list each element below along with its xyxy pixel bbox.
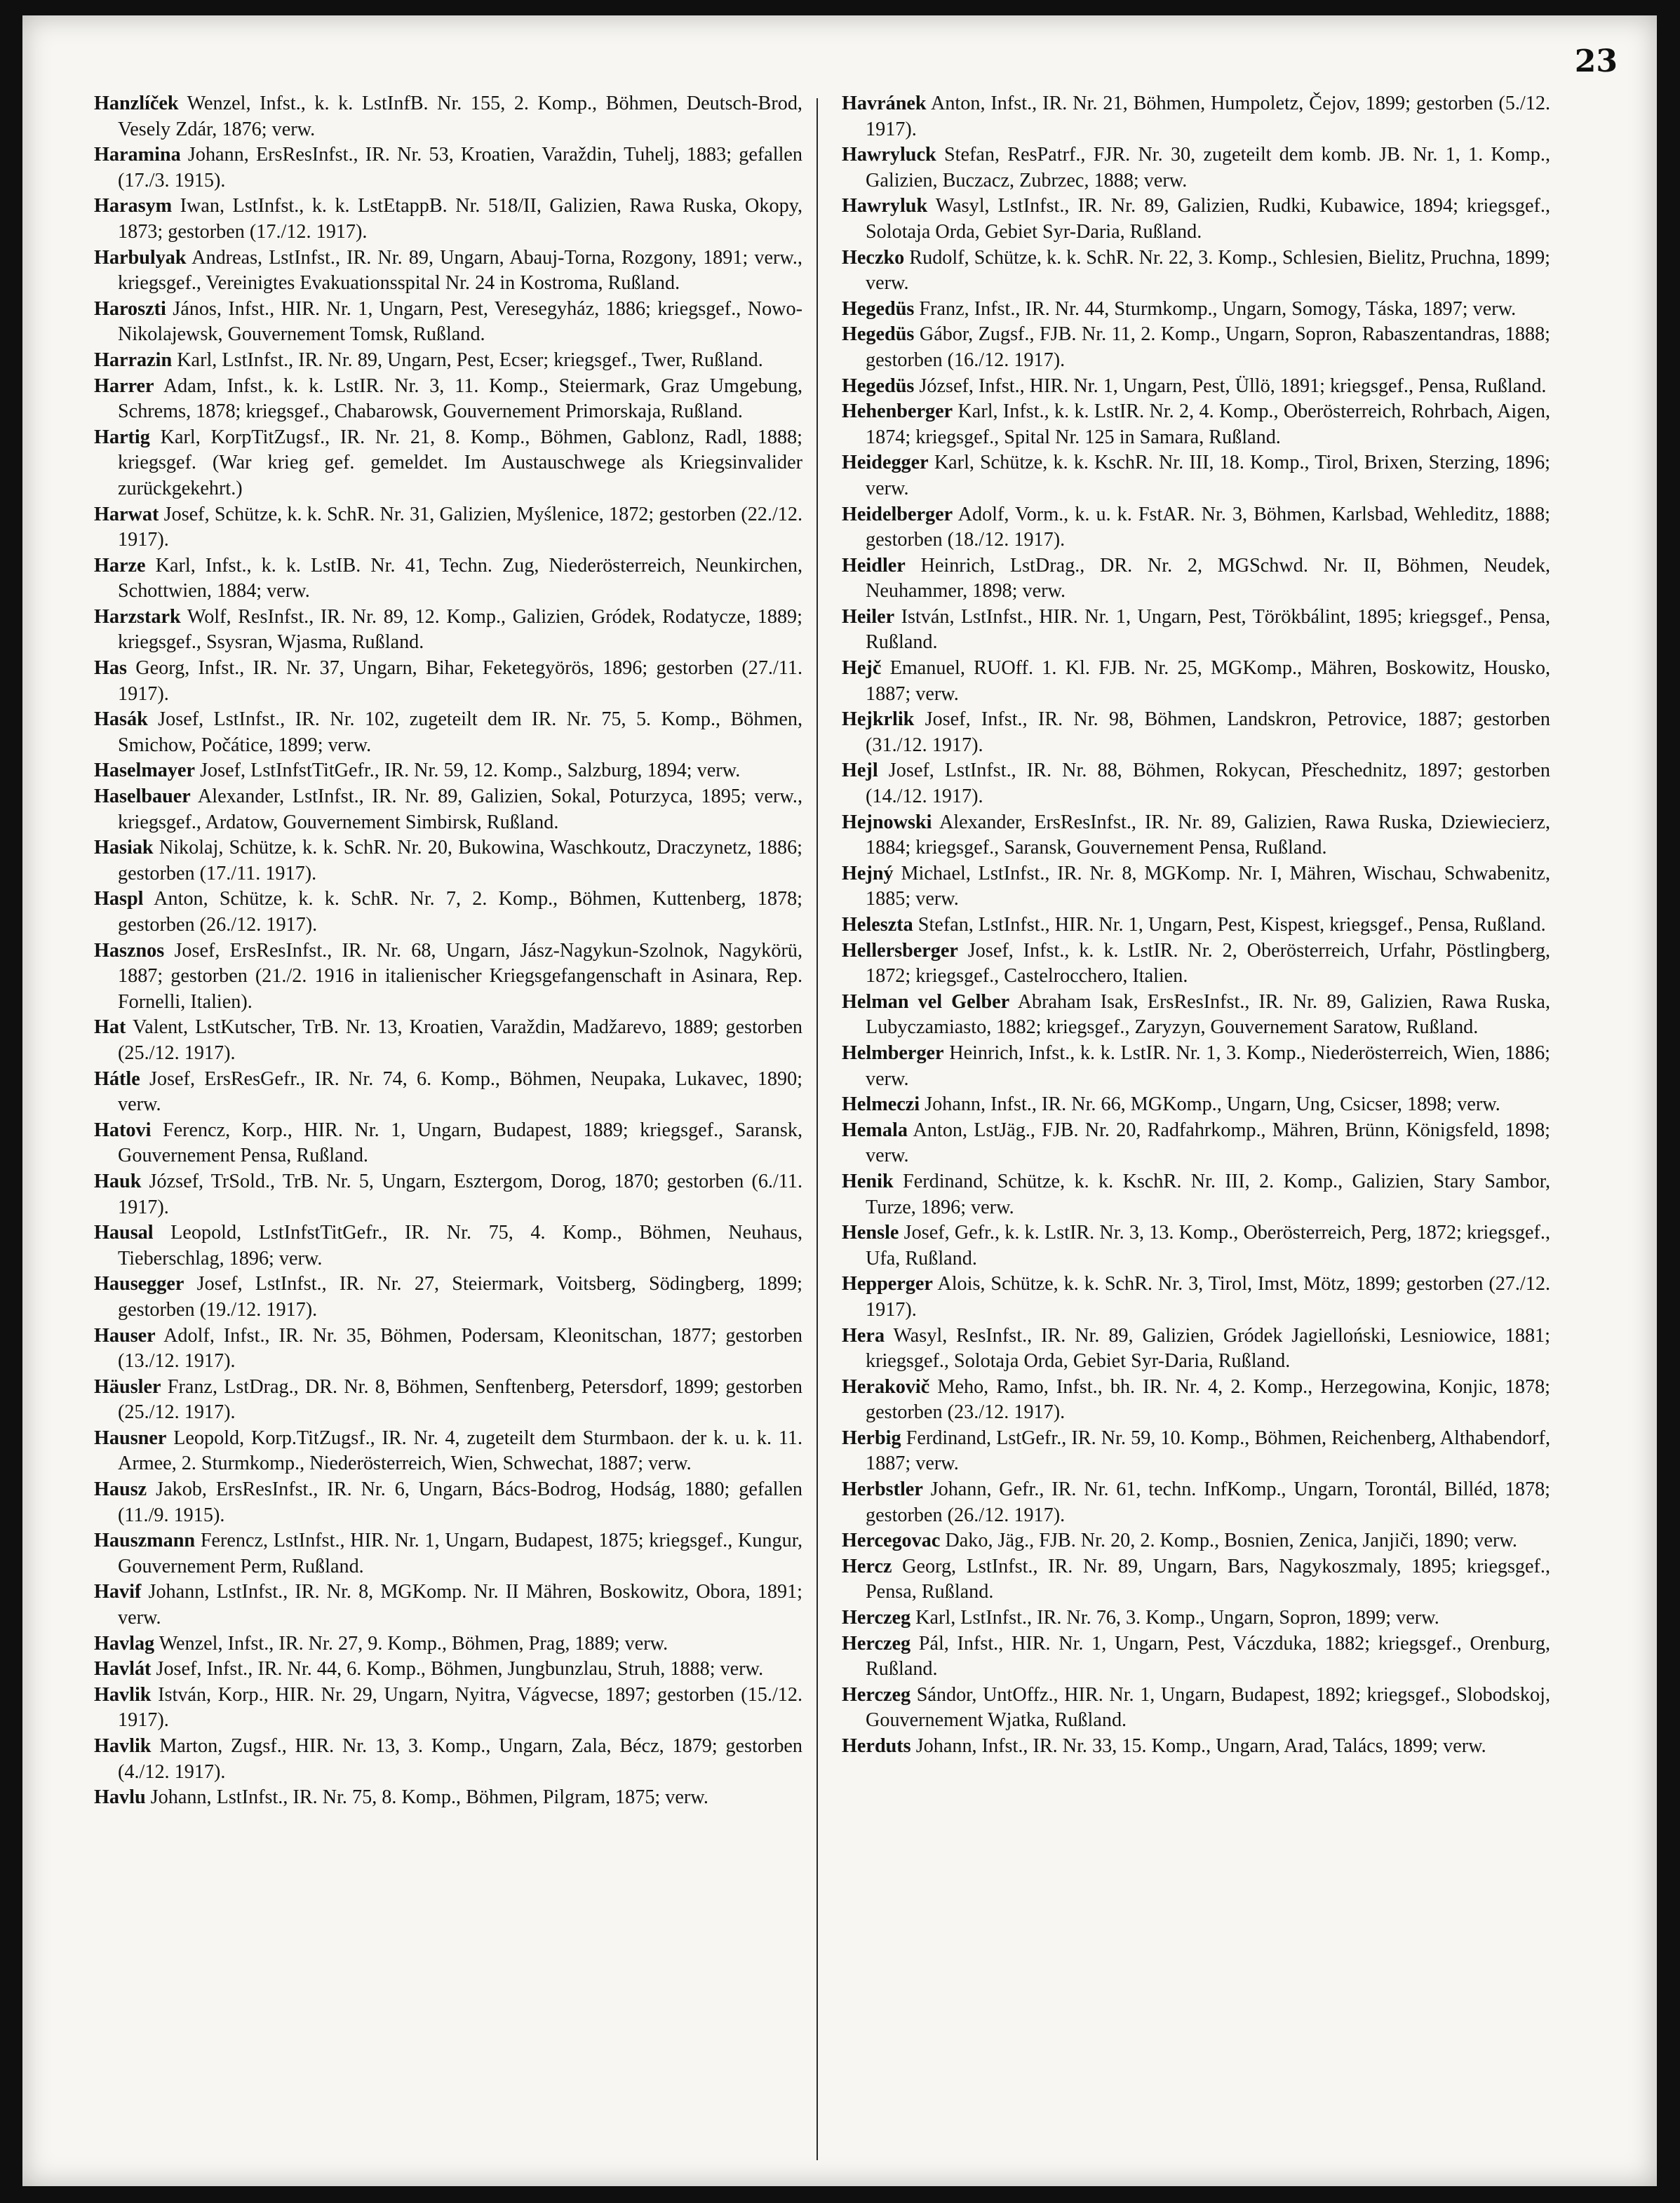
entry-details: Josef, Infst., IR. Nr. 98, Böhmen, Landskron, Petrovice, 1887; gestorben (31./12. 1917). xyxy=(866,708,1550,756)
casualty-entry xyxy=(94,348,802,374)
entry-surname: Hensle xyxy=(842,1222,899,1244)
casualty-entry xyxy=(94,656,802,707)
entry-surname: Haramina xyxy=(94,144,181,166)
casualty-entry xyxy=(94,1579,802,1631)
entry-surname: Hausz xyxy=(94,1478,147,1501)
entry-details: Ferencz, LstInfst., HIR. Nr. 1, Ungarn, Budapest, 1875; kriegsgef., Kungur, Gouvernement Perm, Rußland. xyxy=(118,1530,802,1577)
casualty-entry xyxy=(94,1426,802,1477)
entry-surname: Herduts xyxy=(842,1735,911,1757)
entry-details: Emanuel, RUOff. 1. Kl. FJB. Nr. 25, MGKomp., Mähren, Boskowitz, Housko, 1887; verw. xyxy=(866,657,1550,705)
casualty-entry xyxy=(94,835,802,887)
entry-details: Josef, LstInfst., IR. Nr. 102, zugeteilt dem IR. Nr. 75, 5. Komp., Böhmen, Smichow, Počátice, 1899; verw. xyxy=(118,708,803,756)
entry-details: Karl, Infst., k. k. LstIR. Nr. 2, 4. Komp., Oberösterreich, Rohrbach, Aigen, 1874; kriegsgef., Spital Nr. 125 in Samara, Rußland. xyxy=(866,400,1550,448)
entry-surname: Helmberger xyxy=(842,1042,944,1064)
casualty-entry xyxy=(842,1041,1550,1092)
entry-surname: Herczeg xyxy=(842,1683,911,1706)
casualty-entry xyxy=(842,861,1550,912)
entry-details: Johann, Infst., IR. Nr. 33, 15. Komp., Ungarn, Arad, Talács, 1899; verw. xyxy=(915,1735,1486,1757)
casualty-entry xyxy=(842,322,1550,373)
entry-surname: Herakovič xyxy=(842,1375,930,1398)
entry-surname: Hemala xyxy=(842,1119,908,1141)
casualty-entry xyxy=(842,142,1550,194)
entry-surname: Hellersberger xyxy=(842,939,958,962)
casualty-entry xyxy=(94,758,802,784)
entry-surname: Hejl xyxy=(842,760,878,782)
entry-surname: Havlik xyxy=(94,1735,152,1757)
entry-surname: Häusler xyxy=(94,1375,161,1398)
casualty-entry xyxy=(94,1169,802,1220)
casualty-entry xyxy=(94,1015,802,1066)
casualty-entry xyxy=(842,450,1550,501)
entry-details: Pál, Infst., HIR. Nr. 1, Ungarn, Pest, Váczduka, 1882; kriegsgef., Orenburg, Rußland. xyxy=(866,1632,1550,1680)
casualty-entry xyxy=(842,912,1550,938)
entry-surname: Hejnowski xyxy=(842,811,932,833)
casualty-entry xyxy=(94,142,802,194)
entry-details: Georg, Infst., IR. Nr. 37, Ungarn, Bihar, Feketegyörös, 1896; gestorben (27./11. 1917). xyxy=(118,657,802,705)
casualty-entry xyxy=(842,1605,1550,1631)
entry-surname: Harwat xyxy=(94,503,159,525)
column-divider xyxy=(817,98,818,2160)
entry-surname: Havlag xyxy=(94,1632,155,1655)
casualty-entry xyxy=(94,1683,802,1734)
entry-details: Josef, Schütze, k. k. SchR. Nr. 31, Galizien, Myślenice, 1872; gestorben (22./12. 1917). xyxy=(118,503,802,551)
casualty-entry xyxy=(94,194,802,245)
casualty-entry xyxy=(842,1528,1550,1554)
entry-surname: Hausner xyxy=(94,1427,167,1449)
entry-details: Andreas, LstInfst., IR. Nr. 89, Ungarn, Abauj-Torna, Rozgony, 1891; verw., kriegsgef., Vereinigtes Evakuationsspital Nr. 24 in Kostroma, Rußland. xyxy=(118,246,802,295)
entry-details: Josef, Infst., k. k. LstIR. Nr. 2, Oberösterreich, Urfahr, Pöstlingberg, 1872; kriegsgef., Castelrocchero, Italien. xyxy=(866,939,1550,988)
entry-surname: Harze xyxy=(94,554,146,577)
casualty-entry xyxy=(94,553,802,605)
casualty-entry xyxy=(94,297,802,348)
entry-details: Karl, Schütze, k. k. KschR. Nr. III, 18. Komp., Tirol, Brixen, Sterzing, 1896; verw. xyxy=(866,452,1550,499)
casualty-entry xyxy=(94,707,802,758)
entry-details: Leopold, Korp.TitZugsf., IR. Nr. 4, zugeteilt dem Sturmbaon. der k. u. k. 11. Armee, 2. Sturmkomp., Niederösterreich, Wien, Schwechat, 1887; verw. xyxy=(118,1427,803,1475)
entry-surname: Hauk xyxy=(94,1170,142,1192)
entry-surname: Hejný xyxy=(842,862,894,884)
entry-details: Adolf, Infst., IR. Nr. 35, Böhmen, Podersam, Kleonitschan, 1877; gestorben (13./12. 1917). xyxy=(118,1324,802,1373)
entry-details: Alexander, ErsResInfst., IR. Nr. 89, Galizien, Rawa Ruska, Dziewiecierz, 1884; kriegsgef., Saransk, Gouvernement Pensa, Rußland. xyxy=(866,811,1550,859)
casualty-entry xyxy=(842,1220,1550,1272)
entry-details: Johann, Infst., IR. Nr. 66, MGKomp., Ungarn, Ung, Csicser, 1898; verw. xyxy=(925,1093,1500,1116)
right-column xyxy=(842,91,1550,1760)
casualty-entry xyxy=(842,553,1550,605)
entry-details: István, Korp., HIR. Nr. 29, Ungarn, Nyitra, Vágvecse, 1897; gestorben (15./12. 1917). xyxy=(118,1683,802,1732)
entry-details: Adam, Infst., k. k. LstIR. Nr. 3, 11. Komp., Steiermark, Graz Umgebung, Schrems, 1878; kriegsgef., Chabarowsk, Gouvernement Primorskaja, Rußland. xyxy=(118,375,802,423)
entry-surname: Hejč xyxy=(842,657,882,680)
entry-details: Ferencz, Korp., HIR. Nr. 1, Ungarn, Budapest, 1889; kriegsgef., Saransk, Gouvernement Pensa, Rußland. xyxy=(118,1119,802,1167)
entry-surname: Hegedüs xyxy=(842,323,915,346)
entry-surname: Hera xyxy=(842,1324,885,1347)
entry-surname: Haroszti xyxy=(94,297,166,320)
casualty-entry xyxy=(842,1734,1550,1760)
entry-details: Johann, LstInfst., IR. Nr. 75, 8. Komp., Böhmen, Pilgram, 1875; verw. xyxy=(150,1786,708,1809)
entry-surname: Hausegger xyxy=(94,1273,184,1295)
entry-details: Heinrich, Infst., k. k. LstIR. Nr. 1, 3. Komp., Niederösterreich, Wien, 1886; verw. xyxy=(866,1042,1550,1090)
entry-details: Anton, LstJäg., FJB. Nr. 20, Radfahrkomp., Mähren, Brünn, Königsfeld, 1898; verw. xyxy=(866,1119,1550,1167)
casualty-entry xyxy=(94,1734,802,1785)
casualty-entry xyxy=(842,1477,1550,1528)
casualty-entry xyxy=(94,1631,802,1657)
entry-details: Adolf, Vorm., k. u. k. FstAR. Nr. 3, Böhmen, Karlsbad, Wehleditz, 1888; gestorben (18./12. 1917). xyxy=(866,503,1550,551)
casualty-entry xyxy=(94,1528,802,1579)
entry-surname: Hepperger xyxy=(842,1273,933,1295)
entry-surname: Hauser xyxy=(94,1324,156,1347)
entry-details: József, TrSold., TrB. Nr. 5, Ungarn, Esztergom, Dorog, 1870; gestorben (6./11. 1917). xyxy=(118,1170,802,1218)
entry-surname: Herczeg xyxy=(842,1632,911,1655)
casualty-entry xyxy=(842,758,1550,809)
entry-surname: Hasák xyxy=(94,708,148,731)
entry-details: Rudolf, Schütze, k. k. SchR. Nr. 22, 3. Komp., Schlesien, Bielitz, Pruchna, 1899; verw. xyxy=(866,246,1550,295)
entry-surname: Has xyxy=(94,657,127,680)
entry-details: Karl, Infst., k. k. LstIB. Nr. 41, Techn. Zug, Niederösterreich, Neunkirchen, Schottwien, 1884; verw. xyxy=(118,554,802,602)
entry-surname: Havif xyxy=(94,1581,142,1603)
entry-surname: Hasznos xyxy=(94,939,165,962)
casualty-entry xyxy=(842,938,1550,990)
entry-details: Karl, LstInfst., IR. Nr. 76, 3. Komp., Ungarn, Sopron, 1899; verw. xyxy=(915,1607,1439,1629)
entry-details: Josef, ErsResInfst., IR. Nr. 68, Ungarn, Jász-Nagykun-Szolnok, Nagykörü, 1887; gestorben (21./2. 1916 in italienischer Kriegsgefangenschaft in Asinara, Rep. Fornelli, Italien). xyxy=(118,939,802,1013)
entry-details: Wasyl, LstInfst., IR. Nr. 89, Galizien, Rudki, Kubawice, 1894; kriegsgef., Solotaja Orda, Gebiet Syr-Daria, Rußland. xyxy=(866,195,1550,243)
entry-details: Josef, Infst., IR. Nr. 44, 6. Komp., Böhmen, Jungbunzlau, Struh, 1888; verw. xyxy=(156,1658,764,1680)
entry-surname: Herbig xyxy=(842,1427,901,1449)
casualty-entry xyxy=(94,605,802,656)
casualty-entry xyxy=(94,784,802,835)
entry-details: Jakob, ErsResInfst., IR. Nr. 6, Ungarn, Bács-Bodrog, Hodság, 1880; gefallen (11./9. 1915). xyxy=(118,1478,803,1526)
casualty-entry xyxy=(94,1477,802,1528)
entry-surname: Haselmayer xyxy=(94,760,196,782)
entry-details: Georg, LstInfst., IR. Nr. 89, Ungarn, Bars, Nagykoszmaly, 1895; kriegsgef., Pensa, Rußland. xyxy=(866,1555,1550,1603)
entry-surname: Havlát xyxy=(94,1658,152,1680)
entry-details: Wolf, ResInfst., IR. Nr. 89, 12. Komp., Galizien, Gródek, Rodatycze, 1889; kriegsgef., Ssysran, Wjasma, Rußland. xyxy=(118,605,802,654)
entry-surname: Henik xyxy=(842,1170,894,1192)
casualty-entry xyxy=(94,1220,802,1272)
casualty-entry xyxy=(94,1067,802,1118)
casualty-entry xyxy=(842,1169,1550,1220)
entry-surname: Hátle xyxy=(94,1067,140,1090)
entry-details: Josef, LstInfstTitGefr., IR. Nr. 59, 12. Komp., Salzburg, 1894; verw. xyxy=(200,760,741,782)
entry-surname: Helman vel Gelber xyxy=(842,990,1010,1013)
casualty-entry xyxy=(842,1272,1550,1323)
casualty-entry xyxy=(842,1683,1550,1734)
entry-surname: Heidegger xyxy=(842,452,929,474)
casualty-entry xyxy=(842,810,1550,861)
casualty-entry xyxy=(842,656,1550,707)
casualty-entry xyxy=(94,245,802,297)
casualty-entry xyxy=(842,1118,1550,1169)
entry-details: Anton, Schütze, k. k. SchR. Nr. 7, 2. Komp., Böhmen, Kuttenberg, 1878; gestorben (26./12. 1917). xyxy=(118,888,802,936)
casualty-entry xyxy=(94,502,802,553)
casualty-entry xyxy=(842,1426,1550,1477)
entry-details: Josef, LstInfst., IR. Nr. 88, Böhmen, Rokycan, Přeschednitz, 1897; gestorben (14./12. 1917). xyxy=(866,760,1550,808)
casualty-entry xyxy=(94,1118,802,1169)
entry-details: Stefan, ResPatrf., FJR. Nr. 30, zugeteilt dem komb. JB. Nr. 1, 1. Komp., Galizien, Buczacz, Zubrzec, 1888; verw. xyxy=(866,144,1550,191)
casualty-entry xyxy=(94,374,802,425)
entry-details: Alexander, LstInfst., IR. Nr. 89, Galizien, Sokal, Poturzyca, 1895; verw., kriegsgef., Ardatow, Gouvernement Simbirsk, Rußland. xyxy=(118,786,802,833)
casualty-entry xyxy=(842,194,1550,245)
casualty-entry xyxy=(842,990,1550,1041)
entry-surname: Haselbauer xyxy=(94,786,191,808)
entry-details: Nikolaj, Schütze, k. k. SchR. Nr. 20, Bukowina, Waschkoutz, Draczynetz, 1886; gestorben (17./11. 1917). xyxy=(118,837,802,884)
entry-details: Marton, Zugsf., HIR. Nr. 13, 3. Komp., Ungarn, Zala, Bécz, 1879; gestorben (4./12. 1917). xyxy=(118,1735,803,1783)
entry-surname: Hasiak xyxy=(94,837,154,859)
casualty-entry xyxy=(842,707,1550,758)
page-number: 23 xyxy=(1574,43,1618,79)
entry-details: Leopold, LstInfstTitGefr., IR. Nr. 75, 4. Komp., Böhmen, Neuhaus, Tieberschlag, 1896; verw. xyxy=(118,1222,802,1269)
entry-surname: Herczeg xyxy=(842,1607,911,1629)
entry-surname: Hegedüs xyxy=(842,375,915,397)
casualty-entry xyxy=(94,425,802,502)
entry-surname: Harrer xyxy=(94,375,154,397)
casualty-entry xyxy=(842,91,1550,142)
casualty-entry xyxy=(842,374,1550,400)
entry-details: Franz, Infst., IR. Nr. 44, Sturmkomp., Ungarn, Somogy, Táska, 1897; verw. xyxy=(919,297,1517,320)
casualty-entry xyxy=(94,1785,802,1811)
entry-details: Ferdinand, LstGefr., IR. Nr. 59, 10. Komp., Böhmen, Reichenberg, Althabendorf, 1887; verw. xyxy=(866,1427,1550,1475)
entry-details: István, LstInfst., HIR. Nr. 1, Ungarn, Pest, Törökbálint, 1895; kriegsgef., Pensa, Rußland. xyxy=(866,605,1550,654)
entry-details: Karl, KorpTitZugsf., IR. Nr. 21, 8. Komp., Böhmen, Gablonz, Radl, 1888; kriegsgef. (War krieg gef. gemeldet. Im Austauschwege als Kriegsinvalider zurückgekehrt.) xyxy=(118,426,803,499)
entry-details: Dako, Jäg., FJB. Nr. 20, 2. Komp., Bosnien, Zenica, Janjiči, 1890; verw. xyxy=(945,1530,1517,1552)
entry-surname: Hawryluk xyxy=(842,195,928,217)
entry-surname: Hat xyxy=(94,1016,126,1039)
entry-details: Wenzel, Infst., IR. Nr. 27, 9. Komp., Böhmen, Prag, 1889; verw. xyxy=(159,1632,668,1655)
entry-details: Alois, Schütze, k. k. SchR. Nr. 3, Tirol, Imst, Mötz, 1899; gestorben (27./12. 1917). xyxy=(866,1273,1551,1321)
entry-surname: Hausal xyxy=(94,1222,154,1244)
entry-surname: Hanzlíček xyxy=(94,93,179,114)
entry-details: Sándor, UntOffz., HIR. Nr. 1, Ungarn, Budapest, 1892; kriegsgef., Slobodskoj, Gouvernement Wjatka, Rußland. xyxy=(866,1683,1551,1732)
entry-surname: Heidler xyxy=(842,554,906,577)
entry-surname: Herbstler xyxy=(842,1478,923,1501)
entry-details: Johann, Gefr., IR. Nr. 61, techn. InfKomp., Ungarn, Torontál, Billéd, 1878; gestorben (26./12. 1917). xyxy=(866,1478,1551,1526)
casualty-entry xyxy=(94,1323,802,1375)
entry-details: Franz, LstDrag., DR. Nr. 8, Böhmen, Senftenberg, Petersdorf, 1899; gestorben (25./12. 1917). xyxy=(118,1375,803,1424)
entry-surname: Havlu xyxy=(94,1786,146,1809)
entry-details: Iwan, LstInfst., k. k. LstEtappB. Nr. 518/II, Galizien, Rawa Ruska, Okopy, 1873; gestorben (17./12. 1917). xyxy=(118,195,803,243)
entry-details: Abraham Isak, ErsResInfst., IR. Nr. 89, Galizien, Rawa Ruska, Lubyczamiasto, 1882; kriegsgef., Zaryzyn, Gouvernement Saratow, Rußland. xyxy=(866,990,1550,1039)
left-column xyxy=(94,91,802,1811)
entry-details: Heinrich, LstDrag., DR. Nr. 2, MGSchwd. Nr. II, Böhmen, Neudek, Neuhammer, 1898; verw. xyxy=(866,554,1550,602)
entry-surname: Havránek xyxy=(842,93,927,114)
entry-surname: Heleszta xyxy=(842,914,913,936)
casualty-entry xyxy=(842,1375,1550,1426)
entry-surname: Helmeczi xyxy=(842,1093,920,1116)
entry-surname: Harzstark xyxy=(94,605,181,628)
entry-surname: Harrazin xyxy=(94,349,173,371)
entry-details: Josef, ErsResGefr., IR. Nr. 74, 6. Komp., Böhmen, Neupaka, Lukavec, 1890; verw. xyxy=(118,1067,803,1116)
entry-details: Josef, LstInfst., IR. Nr. 27, Steiermark, Voitsberg, Södingberg, 1899; gestorben (19./12. 1917). xyxy=(118,1273,803,1321)
entry-surname: Hawryluck xyxy=(842,144,936,166)
entry-details: János, Infst., HIR. Nr. 1, Ungarn, Pest, Veresegyház, 1886; kriegsgef., Nowo-Nikolajewsk, Gouvernement Tomsk, Rußland. xyxy=(118,297,803,346)
entry-details: Valent, LstKutscher, TrB. Nr. 13, Kroatien, Varaždin, Madžarevo, 1889; gestorben (25./12. 1917). xyxy=(118,1016,802,1064)
entry-details: Michael, LstInfst., IR. Nr. 8, MGKomp. Nr. I, Mähren, Wischau, Schwabenitz, 1885; verw. xyxy=(866,862,1550,910)
document-page xyxy=(22,15,1657,2186)
entry-surname: Hegedüs xyxy=(842,297,915,320)
entry-surname: Hatovi xyxy=(94,1119,152,1141)
entry-details: Gábor, Zugsf., FJB. Nr. 11, 2. Komp., Ungarn, Sopron, Rabaszentandras, 1888; gestorben (16./12. 1917). xyxy=(866,323,1550,371)
entry-surname: Hejkrlik xyxy=(842,708,915,731)
casualty-entry xyxy=(842,245,1550,297)
casualty-entry xyxy=(842,1554,1550,1605)
entry-details: Anton, Infst., IR. Nr. 21, Böhmen, Humpoletz, Čejov, 1899; gestorben (5./12. 1917). xyxy=(866,93,1550,140)
entry-surname: Hercegovac xyxy=(842,1530,941,1552)
casualty-entry xyxy=(842,1631,1550,1683)
entry-surname: Havlik xyxy=(94,1683,152,1706)
casualty-entry xyxy=(842,399,1550,450)
entry-details: Wasyl, ResInfst., IR. Nr. 89, Galizien, Gródek Jagielloński, Lesniowice, 1881; kriegsgef., Solotaja Orda, Gebiet Syr-Daria, Rußland. xyxy=(866,1324,1550,1373)
casualty-entry xyxy=(842,1092,1550,1118)
entry-surname: Harasym xyxy=(94,195,173,217)
casualty-entry xyxy=(94,938,802,1016)
casualty-entry xyxy=(94,887,802,938)
casualty-entry xyxy=(842,1323,1550,1375)
entry-details: Wenzel, Infst., k. k. LstInfB. Nr. 155, 2. Komp., Böhmen, Deutsch-Brod, Vesely Zdár, 1876; verw. xyxy=(118,93,802,140)
casualty-entry xyxy=(94,1272,802,1323)
entry-details: Ferdinand, Schütze, k. k. KschR. Nr. III, 2. Komp., Galizien, Stary Sambor, Turze, 1896; verw. xyxy=(866,1170,1551,1218)
entry-surname: Heidelberger xyxy=(842,503,953,525)
entry-details: Josef, Gefr., k. k. LstIR. Nr. 3, 13. Komp., Oberösterreich, Perg, 1872; kriegsgef., Ufa, Rußland. xyxy=(866,1222,1551,1269)
entry-details: Karl, LstInfst., IR. Nr. 89, Ungarn, Pest, Ecser; kriegsgef., Twer, Rußland. xyxy=(177,349,763,371)
entry-surname: Heczko xyxy=(842,246,905,269)
casualty-entry xyxy=(94,91,802,142)
casualty-entry xyxy=(94,1657,802,1683)
entry-surname: Harbulyak xyxy=(94,246,187,269)
casualty-entry xyxy=(842,297,1550,323)
entry-surname: Hercz xyxy=(842,1555,892,1577)
casualty-entry xyxy=(94,1375,802,1426)
casualty-entry xyxy=(842,502,1550,553)
entry-surname: Hehenberger xyxy=(842,400,953,423)
entry-details: József, Infst., HIR. Nr. 1, Ungarn, Pest, Üllö, 1891; kriegsgef., Pensa, Rußland. xyxy=(919,375,1547,397)
entry-details: Johann, LstInfst., IR. Nr. 8, MGKomp. Nr. II Mähren, Boskowitz, Obora, 1891; verw. xyxy=(118,1581,803,1629)
entry-details: Stefan, LstInfst., HIR. Nr. 1, Ungarn, Pest, Kispest, kriegsgef., Pensa, Rußland. xyxy=(918,914,1546,936)
entry-surname: Haspl xyxy=(94,888,144,910)
entry-details: Johann, ErsResInfst., IR. Nr. 53, Kroatien, Varaždin, Tuhelj, 1883; gefallen (17./3. 1915). xyxy=(118,144,803,191)
entry-surname: Hauszmann xyxy=(94,1530,196,1552)
entry-surname: Heiler xyxy=(842,605,895,628)
entry-details: Meho, Ramo, Infst., bh. IR. Nr. 4, 2. Komp., Herzegowina, Konjic, 1878; gestorben (23./12. 1917). xyxy=(866,1375,1550,1424)
entry-surname: Hartig xyxy=(94,426,150,448)
casualty-entry xyxy=(842,605,1550,656)
